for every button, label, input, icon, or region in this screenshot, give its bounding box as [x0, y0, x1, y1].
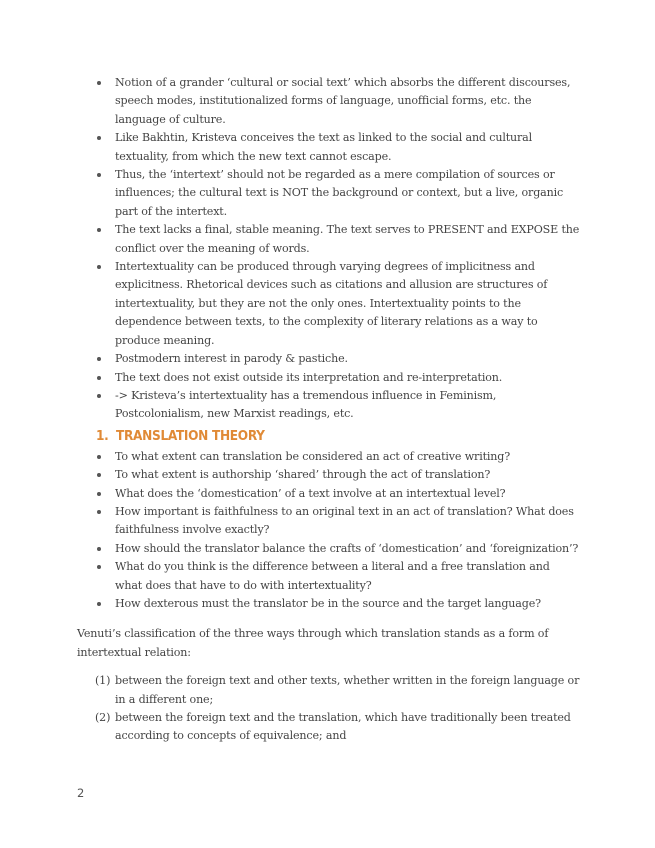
bullet-text: The text lacks a final, stable meaning. The text serves to PRESENT and EXPOSE the conflict over the meaning of words. — [115, 223, 580, 255]
bullet-item — [115, 387, 580, 424]
bullet-text: How important is faithfulness to an original text in an act of translation? What does faithfulness involve exactly? — [115, 504, 574, 537]
bullet-item — [115, 129, 580, 166]
numbered-item — [95, 709, 580, 746]
venuti-paragraph: Venuti’s classification of the three ways through which translation stands as a form of intertextual relation: — [77, 627, 549, 659]
bullet-text: To what extent can translation be considered an act of creative writing? — [115, 449, 511, 463]
bullet-item — [115, 369, 580, 387]
numbered-item-marker: (1) — [95, 674, 111, 688]
bullet-icon — [97, 265, 101, 269]
bullet-text: Like Bakhtin, Kristeva conceives the text as linked to the social and cultural textuality, from which the new text cannot escape. — [115, 131, 533, 163]
bullet-text: How should the translator balance the crafts of ‘domestication’ and ‘foreignization’? — [115, 541, 579, 555]
bullet-item — [115, 503, 580, 540]
bullet-item — [115, 258, 580, 350]
bullet-item — [115, 485, 580, 503]
bullet-item — [115, 74, 580, 129]
bullet-icon — [97, 394, 101, 398]
venuti-numbered-list — [0, 672, 580, 746]
bullet-icon — [97, 455, 101, 459]
bullet-icon — [97, 547, 101, 551]
bullet-text: Notion of a grander ‘cultural or social text’ which absorbs the different discourses, speech modes, institutionalized forms of language, unofficial forms, etc. the language of culture. — [115, 76, 571, 126]
document-body — [0, 74, 655, 746]
bullet-text: What does the ‘domestication’ of a text involve at an intertextual level? — [115, 486, 506, 500]
bullet-item — [115, 166, 580, 221]
section-title: TRANSLATION THEORY — [116, 427, 265, 444]
bullet-text: How dexterous must the translator be in the source and the target language? — [115, 596, 541, 610]
bullet-item — [115, 448, 580, 466]
bullet-text: The text does not exist outside its interpretation and re-interpretation. — [115, 370, 503, 384]
bullet-icon — [97, 173, 101, 177]
bullet-icon — [97, 81, 101, 85]
bullet-text: Intertextuality can be produced through varying degrees of implicitness and explicitness. Rhetorical devices such as citations and allusion are structures of intertextuality, but they are not the only ones. Intertextuality points to the dependence between texts, to the complexity of literary relations as a way to produce meaning. — [115, 260, 548, 347]
intertextuality-bullet-list — [0, 74, 580, 424]
bullet-item — [115, 558, 580, 595]
bullet-item — [115, 595, 580, 613]
bullet-item — [115, 221, 580, 258]
bullet-text: Postmodern interest in parody & pastiche. — [115, 352, 348, 366]
bullet-text: Thus, the ‘intertext’ should not be regarded as a mere compilation of sources or influences; the cultural text is NOT the background or context, but a live, organic part of the intertext. — [115, 168, 564, 218]
bullet-item — [115, 350, 580, 368]
numbered-item-text: between the foreign text and other texts, whether written in the foreign language or in a different one; — [115, 674, 580, 706]
bullet-icon — [97, 602, 101, 606]
bullet-icon — [97, 492, 101, 496]
numbered-item-text: between the foreign text and the translation, which have traditionally been treated according to concepts of equivalence; and — [115, 711, 571, 743]
section-number: 1. — [96, 427, 109, 444]
bullet-item — [115, 540, 580, 558]
bullet-icon — [97, 136, 101, 140]
bullet-item — [115, 466, 580, 484]
bullet-icon — [97, 565, 101, 569]
bullet-icon — [97, 510, 101, 514]
bullet-icon — [97, 473, 101, 477]
bullet-text: -> Kristeva’s intertextuality has a tremendous influence in Feminism, Postcolonialism, new Marxist readings, etc. — [115, 388, 497, 421]
bullet-icon — [97, 376, 101, 380]
numbered-item — [95, 672, 580, 709]
section-heading — [0, 424, 655, 448]
bullet-icon — [97, 357, 101, 361]
page-number: 2 — [77, 786, 85, 800]
bullet-icon — [97, 228, 101, 232]
translation-question-list — [0, 448, 580, 614]
bullet-text: What do you think is the difference between a literal and a free translation and what does that have to do with intertextuality? — [115, 560, 550, 592]
bullet-text: To what extent is authorship ‘shared’ through the act of translation? — [115, 468, 491, 482]
numbered-item-marker: (2) — [95, 711, 111, 724]
